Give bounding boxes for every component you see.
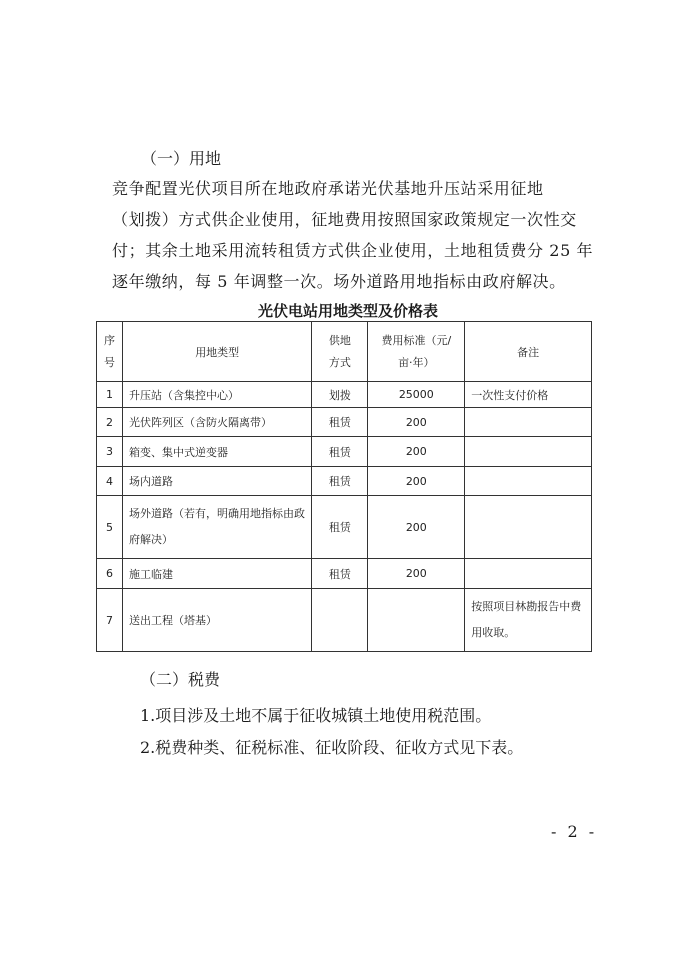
paragraph-line-3: 付；其余土地采用流转租赁方式供企业使用，土地租赁费分 25 年 [112,241,594,260]
cell-type: 箱变、集中式逆变器 [122,437,311,467]
table-row [97,467,592,496]
cell-note [465,496,592,559]
cell-type: 光伏阵列区（含防火隔离带） [122,408,311,437]
land-price-table [96,321,592,652]
cell-fee: 25000 [368,382,465,408]
cell-supply: 租赁 [312,408,368,437]
cell-fee: 200 [368,408,465,437]
cell-supply [312,589,368,652]
cell-note: 按照项目林勘报告中费用收取。 [465,589,592,652]
cell-supply: 租赁 [312,496,368,559]
paragraph-line-1: 竞争配置光伏项目所在地政府承诺光伏基地升压站采用征地 [112,179,544,198]
header-type: 用地类型 [122,322,311,382]
header-fee: 费用标准（元/亩·年） [368,322,465,382]
tax-item-1: 1.项目涉及土地不属于征收城镇土地使用税范围。 [140,706,492,725]
cell-supply: 租赁 [312,559,368,589]
table-row [97,382,592,408]
paragraph-line-4: 逐年缴纳，每 5 年调整一次。场外道路用地指标由政府解决。 [112,272,566,291]
table-row [97,437,592,467]
cell-no: 4 [97,467,123,496]
cell-fee: 200 [368,559,465,589]
page-number: - 2 - [551,822,598,841]
table-row [97,559,592,589]
cell-supply: 租赁 [312,437,368,467]
header-no: 序号 [97,322,123,382]
cell-fee: 200 [368,467,465,496]
cell-fee [368,589,465,652]
cell-no: 5 [97,496,123,559]
cell-note: 一次性支付价格 [465,382,592,408]
cell-type: 场内道路 [122,467,311,496]
cell-no: 1 [97,382,123,408]
cell-type: 场外道路（若有，明确用地指标由政府解决） [122,496,311,559]
table-row [97,408,592,437]
cell-no: 3 [97,437,123,467]
section-heading-tax: （二）税费 [140,670,221,689]
cell-no: 2 [97,408,123,437]
table-title: 光伏电站用地类型及价格表 [258,302,439,320]
cell-note [465,467,592,496]
cell-supply: 划拨 [312,382,368,408]
cell-note [465,559,592,589]
tax-item-2: 2.税费种类、征税标准、征收阶段、征收方式见下表。 [140,738,524,757]
cell-type: 送出工程（塔基） [122,589,311,652]
cell-note [465,437,592,467]
cell-note [465,408,592,437]
cell-no: 6 [97,559,123,589]
cell-fee: 200 [368,437,465,467]
cell-no: 7 [97,589,123,652]
section-heading-land: （一）用地 [141,149,222,168]
cell-type: 升压站（含集控中心） [122,382,311,408]
paragraph-line-2: （划拨）方式供企业使用，征地费用按照国家政策规定一次性交 [112,210,577,229]
cell-fee: 200 [368,496,465,559]
cell-supply: 租赁 [312,467,368,496]
cell-type: 施工临建 [122,559,311,589]
header-note: 备注 [465,322,592,382]
header-supply: 供地方式 [312,322,368,382]
table-row [97,496,592,559]
table-row [97,589,592,652]
